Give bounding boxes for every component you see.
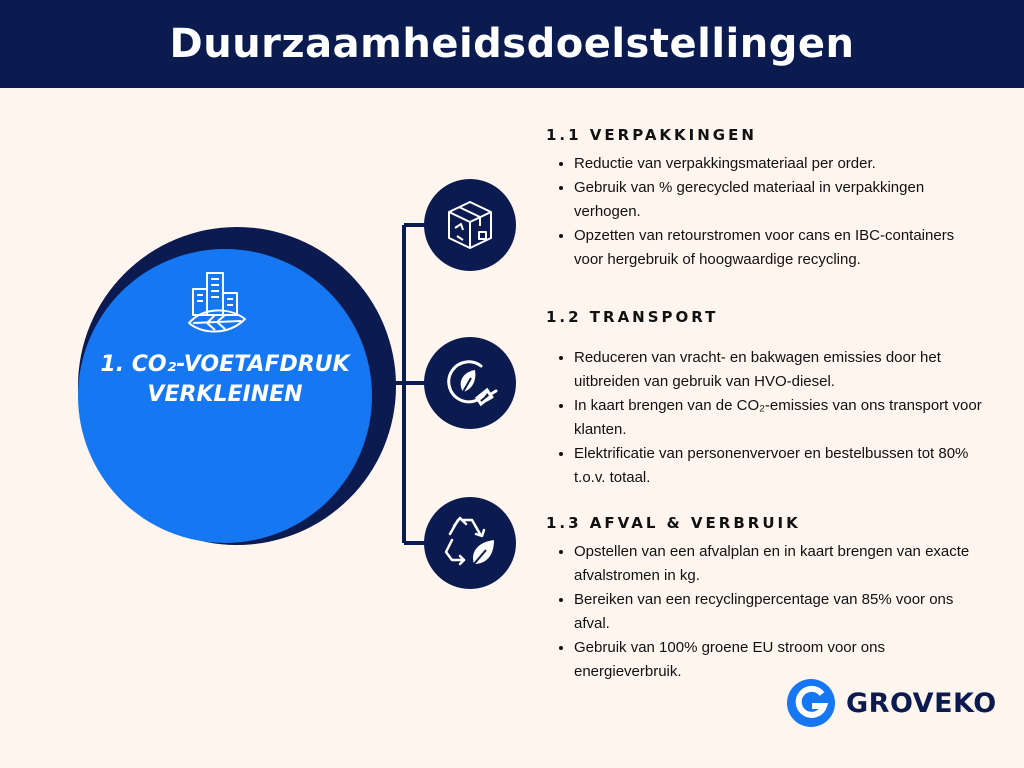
section-heading: 1.1 VERPAKKINGEN [546, 126, 757, 144]
list-item: • Opzetten van retourstromen voor cans en IBC-containers voor hergebruik of hoogwaardige recycling. [574, 224, 986, 272]
groveko-logo [786, 678, 997, 728]
section-transport [546, 308, 986, 490]
list-item: • Gebruik van 100% groene EU stroom voor ons energieverbruik. [574, 636, 986, 684]
groveko-g-icon [786, 678, 836, 728]
list-item: • In kaart brengen van de CO₂-emissies van ons transport voor klanten. [574, 394, 986, 442]
transport-icon-circle [424, 337, 516, 429]
recycle-leaf-icon [440, 514, 500, 572]
main-goal-line-2: VERKLEINEN [147, 382, 303, 407]
logo-text: GROVEKO [846, 687, 997, 719]
section-heading: 1.3 AFVAL & VERBRUIK [546, 514, 801, 532]
section-packaging [546, 126, 986, 272]
section-waste [546, 514, 986, 684]
main-goal-line-1: 1. CO₂-VOETAFDRUK [100, 352, 350, 377]
list-item: • Reductie van verpakkingsmateriaal per order. [574, 152, 986, 176]
list-item: • Gebruik van % gerecycled materiaal in verpakkingen verhogen. [574, 176, 986, 224]
package-recycle-icon [443, 198, 497, 252]
section-list [546, 346, 986, 490]
page-title: Duurzaamheidsdoelstellingen [169, 21, 855, 67]
list-item: • Elektrificatie van personenvervoer en bestelbussen tot 80% t.o.v. totaal. [574, 442, 986, 490]
list-item: • Opstellen van een afvalplan en in kaart brengen van exacte afvalstromen in kg. [574, 540, 986, 588]
packaging-icon-circle [424, 179, 516, 271]
section-list [546, 152, 986, 272]
eco-plug-icon [441, 354, 499, 412]
waste-icon-circle [424, 497, 516, 589]
list-item: • Bereiken van een recyclingpercentage van 85% voor ons afval. [574, 588, 986, 636]
section-list [546, 540, 986, 684]
section-heading: 1.2 TRANSPORT [546, 308, 719, 326]
list-item: • Reduceren van vracht- en bakwagen emissies door het uitbreiden van gebruik van HVO-diesel. [574, 346, 986, 394]
